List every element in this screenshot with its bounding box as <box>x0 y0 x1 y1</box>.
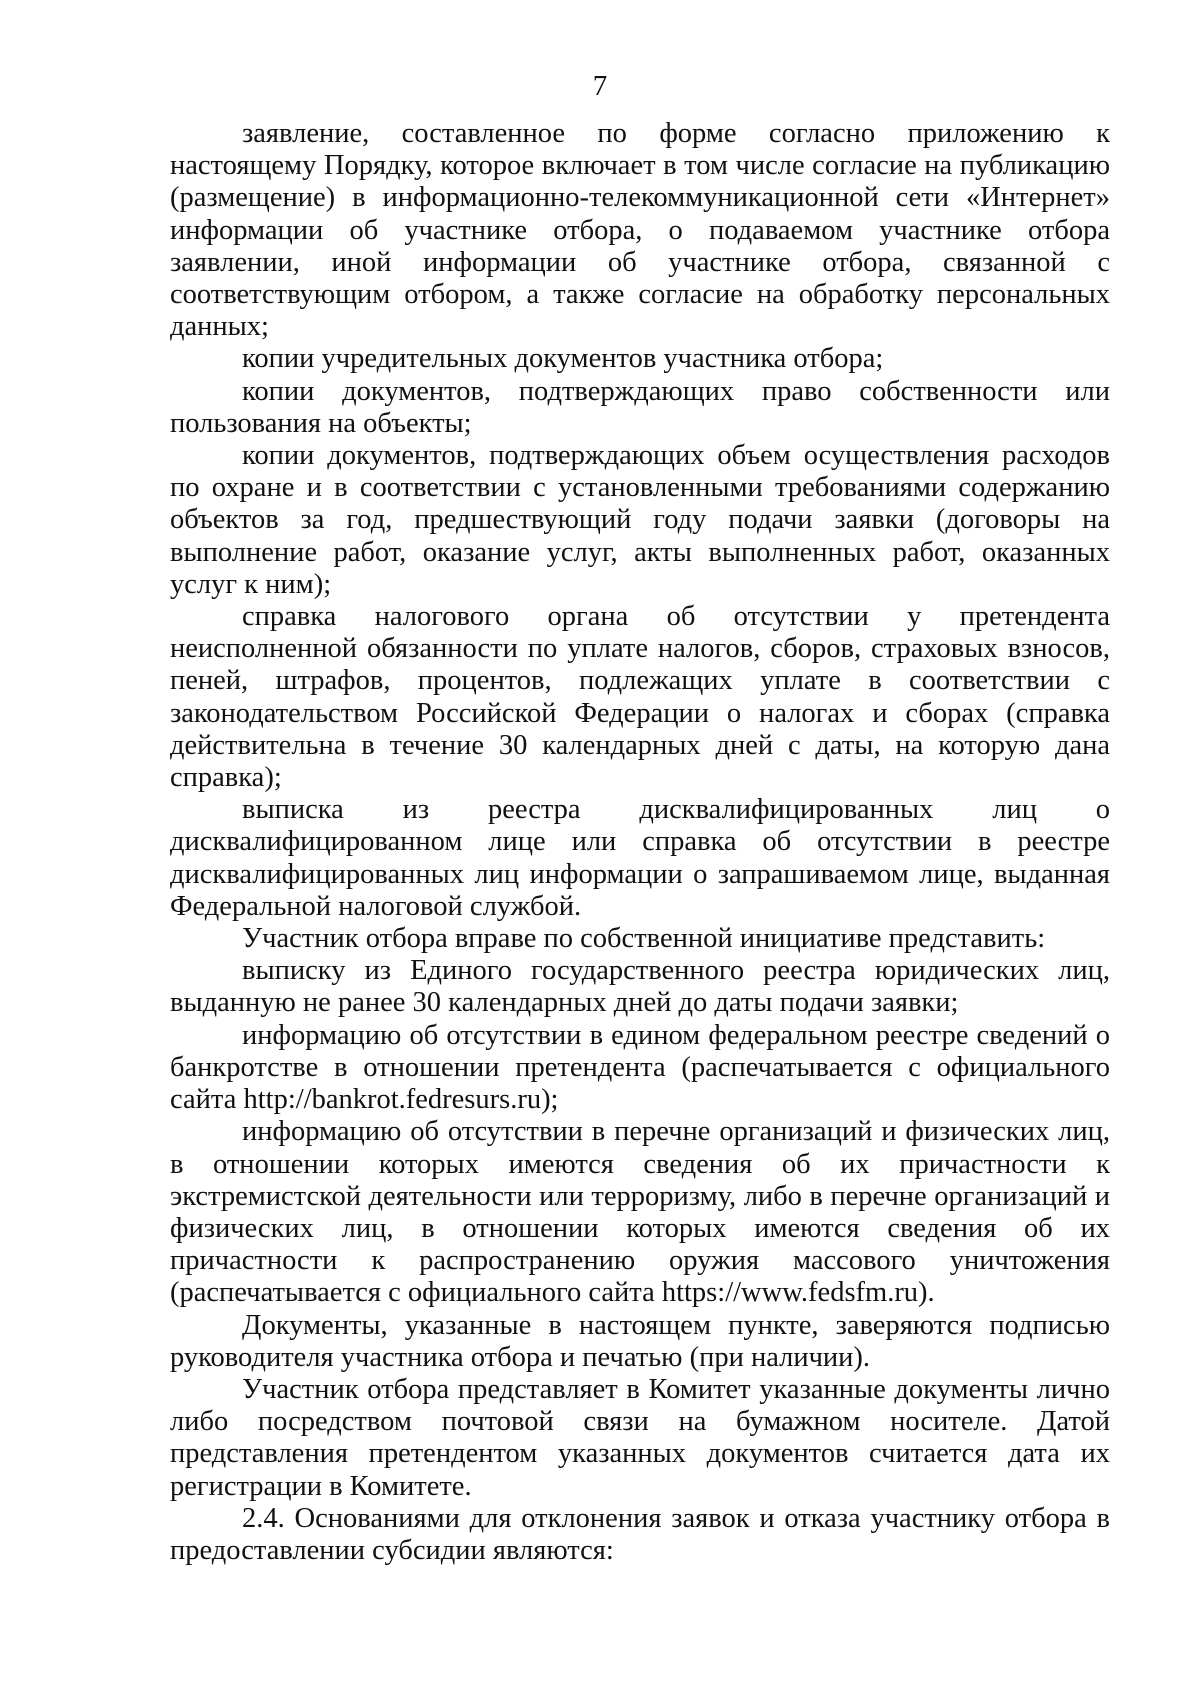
document-body <box>170 118 1110 1567</box>
paragraph-extremism-info: информацию об отсутствии в перечне организаций и физических лиц, в отношении которых имеются сведения об их причастности к экстремистской деятельности или терроризму, либо в перечне организаций и физических лиц, в отношении которых имеются сведения об их причастности к распространению оружия массового уничтожения (распечатывается с официального сайта https://www.fedsfm.ru). <box>170 1116 1110 1309</box>
paragraph-section-2-4: 2.4. Основаниями для отклонения заявок и отказа участнику отбора в предоставлении субсидии являются: <box>170 1502 1110 1566</box>
paragraph-founding-docs: копии учредительных документов участника отбора; <box>242 343 884 375</box>
paragraph-submission: Участник отбора представляет в Комитет указанные документы лично либо посредством почтовой связи на бумажном носителе. Датой представления претендентом указанных документов считается дата их регистрации в Комитете. <box>170 1373 1110 1502</box>
paragraph-tax-certificate: справка налогового органа об отсутствии у претендента неисполненной обязанности по уплате налогов, сборов, страховых взносов, пеней, штрафов, процентов, подлежащих уплате в соответствии с законодательством Российской Федерации о налогах и сборах (справка действительна в течение 30 календарных дней с даты, на которую дана справка); <box>170 601 1110 794</box>
paragraph-disqualified-registry: выписка из реестра дисквалифицированных лиц о дисквалифицированном лице или справка об отсутствии в реестре дисквалифицированных лиц информации о запрашиваемом лице, выданная Федеральной налоговой службой. <box>170 794 1110 922</box>
paragraph-egrul-extract: выписку из Единого государственного реестра юридических лиц, выданную не ранее 30 календарных дней до даты подачи заявки; <box>170 955 1110 1019</box>
paragraph-bankruptcy-info: информацию об отсутствии в едином федеральном реестре сведений о банкротстве в отношении претендента (распечатывается с официального сайта http://bankrot.fedresurs.ru); <box>170 1019 1110 1116</box>
paragraph-certification: Документы, указанные в настоящем пункте, заверяются подписью руководителя участника отбора и печатью (при наличии). <box>170 1309 1110 1373</box>
page-number: 7 <box>592 70 608 102</box>
paragraph-ownership-docs: копии документов, подтверждающих право собственности или пользования на объекты; <box>170 375 1110 439</box>
paragraph-expense-docs: копии документов, подтверждающих объем осуществления расходов по охране и в соответствии с установленными требованиями содержанию объектов за год, предшествующий году подачи заявки (договоры на выполнение работ, оказание услуг, акты выполненных работ, оказанных услуг к ним); <box>170 440 1110 600</box>
paragraph-optional-docs-intro: Участник отбора вправе по собственной инициативе представить: <box>242 923 1046 955</box>
paragraph-application: заявление, составленное по форме согласно приложению к настоящему Порядку, которое включает в том числе согласие на публикацию (размещение) в информационно-телекоммуникационной сети «Интернет» информации об участнике отбора, о подаваемом участнике отбора заявлении, иной информации об участнике отбора, связанной с соответствующим отбором, а также согласие на обработку персональных данных; <box>170 118 1110 343</box>
